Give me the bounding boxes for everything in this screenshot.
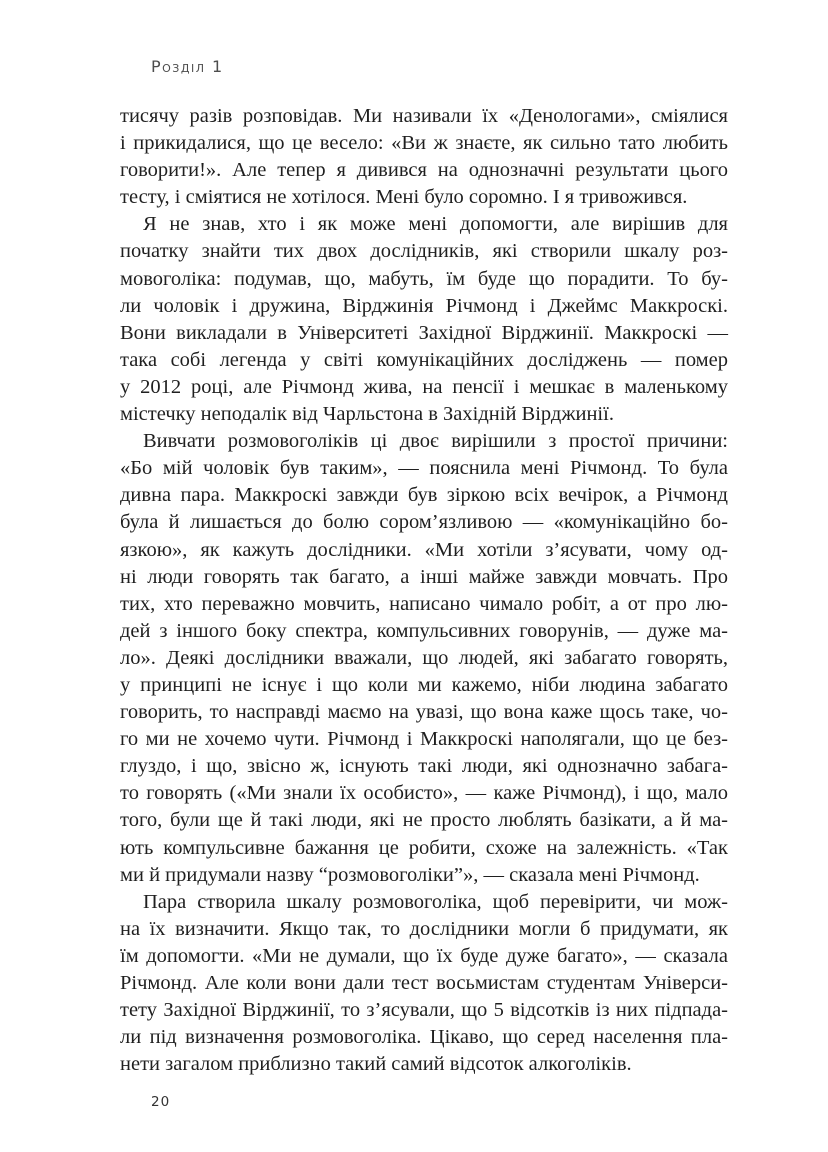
text-line: того, були ще й такі люди, які не просто люблять базікати, а й ма- xyxy=(120,809,728,832)
text-line: ми й придумали назву “розмовоголіки”», — сказала мені Річмонд. xyxy=(120,863,700,886)
text-line: дивна пара. Маккроскі завжди був зіркою всіх вечірок, а Річмонд xyxy=(120,484,728,507)
page-number: 20 xyxy=(151,1094,171,1110)
text-line: у 2012 році, але Річмонд жива, на пенсії і мешкає в маленькому xyxy=(120,375,728,398)
text-line: Вони викладали в Університеті Західної Вірджинії. Маккроскі — xyxy=(120,321,728,344)
text-line: тисячу разів розповідав. Ми називали їх «Денологами», сміялися xyxy=(120,105,728,127)
page-body xyxy=(120,103,728,1078)
chapter-running-head: Розділ 1 xyxy=(151,57,224,76)
text-line: Вивчати розмовоголіків ці двоє вирішили з простої причини: xyxy=(143,430,728,453)
text-line: го ми не хочемо чути. Річмонд і Маккроскі наполягали, що це без- xyxy=(120,728,728,751)
text-line: така собі легенда у світі комунікаційних досліджень — помер xyxy=(120,348,728,371)
text-line: початку знайти тих двох дослідників, які створили шкалу роз- xyxy=(120,240,728,263)
text-line: ють компульсивне бажання це робити, схоже на залежність. «Так xyxy=(120,836,728,859)
text-line: тесту, і сміятися не хотілося. Мені було соромно. І я тривожився. xyxy=(120,186,688,209)
text-line: була й лишається до болю сором’язливою — «комунікаційно бо- xyxy=(120,511,728,534)
paragraph xyxy=(120,211,728,428)
text-line: мовоголіка: подумав, що, мабуть, їм буде що порадити. То бу- xyxy=(120,267,728,290)
text-line: тету Західної Вірджинії, то з’ясували, що 5 відсотків із них підпада- xyxy=(120,999,728,1022)
text-line: їм допомогти. «Ми не думали, що їх буде дуже багато», — сказала xyxy=(120,944,728,967)
paragraph xyxy=(120,103,728,211)
text-line: говорити!». Але тепер я дивився на однозначні результати цього xyxy=(120,159,728,182)
text-line: дей з іншого боку спектра, компульсивних говорунів, — дуже ма- xyxy=(120,619,728,642)
text-line: тих, хто переважно мовчить, написано чимало робіт, а от про лю- xyxy=(120,592,728,615)
paragraph xyxy=(120,428,728,889)
text-line: нети загалом приблизно такий самий відсоток алкоголіків. xyxy=(120,1053,632,1076)
text-line: говорить, то насправді маємо на увазі, що вона каже щось таке, чо- xyxy=(120,701,728,724)
text-line: ли під визначення розмовоголіка. Цікаво, що серед населення пла- xyxy=(120,1026,728,1049)
text-line: Я не знав, хто і як може мені допомогти, але вирішив для xyxy=(143,213,728,236)
text-line: ли чоловік і дружина, Вірджинія Річмонд і Джеймс Маккроскі. xyxy=(120,294,728,317)
text-line: містечку неподалік від Чарльстона в Західній Вірджинії. xyxy=(120,403,614,426)
paragraph xyxy=(120,889,728,1079)
text-line: то говорять («Ми знали їх особисто», — каже Річмонд), і що, мало xyxy=(120,782,728,805)
text-line: на їх визначити. Якщо так, то дослідники могли б придумати, як xyxy=(120,917,728,940)
text-line: і прикидалися, що це весело: «Ви ж знаєте, як сильно тато любить xyxy=(120,132,728,155)
text-line: у принципі не існує і що коли ми кажемо, ніби людина забагато xyxy=(120,673,728,696)
text-line: Пара створила шкалу розмовоголіка, щоб перевірити, чи мож- xyxy=(143,890,728,913)
text-line: ло». Деякі дослідники вважали, що людей, які забагато говорять, xyxy=(120,646,728,669)
text-line: глуздо, і що, звісно ж, існують такі люди, які однозначно забага- xyxy=(120,755,728,778)
text-line: ні люди говорять так багато, а інші майже завжди мовчать. Про xyxy=(120,565,728,588)
text-line: язкою», як кажуть дослідники. «Ми хотіли з’ясувати, чому од- xyxy=(120,538,728,561)
text-line: «Бо мій чоловік був таким», — пояснила мені Річмонд. То була xyxy=(120,457,728,480)
text-line: Річмонд. Але коли вони дали тест восьмистам студентам Універси- xyxy=(120,972,728,994)
